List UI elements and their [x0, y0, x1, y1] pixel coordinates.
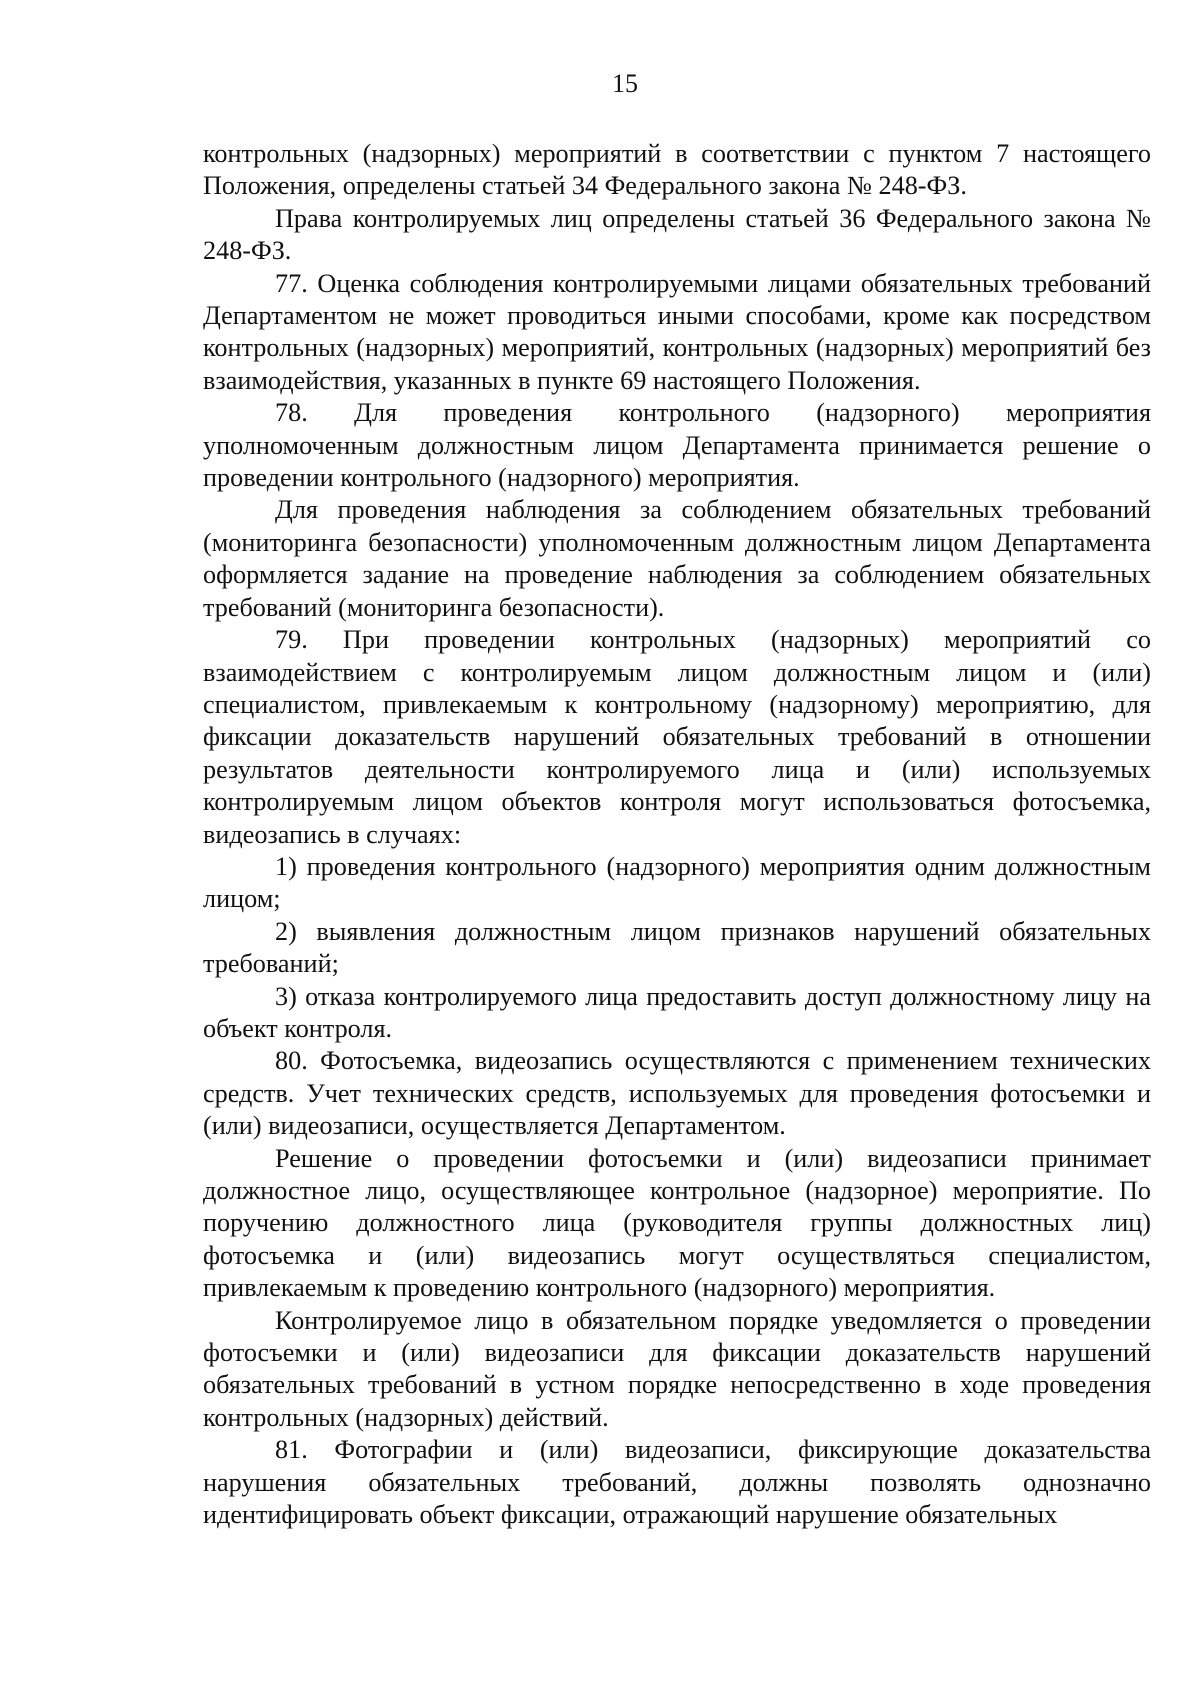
paragraph-80: 80. Фотосъемка, видеозапись осуществляются с применением технических средств. Учет технических средств, используемых для проведения фотосъемки и (или) видеозаписи, осуществляется Департаментом. — [203, 1046, 1151, 1141]
document-body — [203, 138, 1151, 1531]
page-number: 15 — [612, 69, 638, 98]
paragraph-79: 79. При проведении контрольных (надзорных) мероприятий со взаимодействием с контролируемым лицом должностным лицом и (или) специалистом, привлекаемым к контрольному (надзорному) мероприятию, для фиксации доказательств нарушений обязательных требований в отношении результатов деятельности контролируемого лица и (или) используемых контролируемым лицом объектов контроля могут использоваться фотосъемка, видеозапись в случаях: — [203, 625, 1151, 849]
list-item-1: 1) проведения контрольного (надзорного) мероприятия одним должностным лицом; — [203, 851, 1151, 914]
paragraph-continuation: контрольных (надзорных) мероприятий в соответствии с пунктом 7 настоящего Положения, определены статьей 34 Федерального закона № 248-ФЗ. — [203, 139, 1151, 201]
paragraph-decision: Решение о проведении фотосъемки и (или) видеозаписи принимает должностное лицо, осуществляющее контрольное (надзорное) мероприятие. По поручению должностного лица (руководителя группы должностных лиц) фотосъемка и (или) видеозапись могут осуществляться специалистом, привлекаемым к проведению контрольного (надзорного) мероприятия. — [203, 1143, 1151, 1303]
paragraph-78: 78. Для проведения контрольного (надзорного) мероприятия уполномоченным должностным лицом Департамента принимается решение о проведении контрольного (надзорного) мероприятия. — [203, 398, 1151, 493]
list-item-2: 2) выявления должностным лицом признаков нарушений обязательных требований; — [203, 916, 1151, 979]
paragraph-notification: Контролируемое лицо в обязательном порядке уведомляется о проведении фотосъемки и (или) видеозаписи для фиксации доказательств нарушений обязательных требований в устном порядке непосредственно в ходе проведения контрольных (надзорных) действий. — [203, 1305, 1151, 1432]
paragraph-monitoring: Для проведения наблюдения за соблюдением обязательных требований (мониторинга безопасности) уполномоченным должностным лицом Департамента оформляется задание на проведение наблюдения за соблюдением обязательных требований (мониторинга безопасности). — [203, 495, 1151, 622]
paragraph-rights: Права контролируемых лиц определены статьей 36 Федерального закона № 248-ФЗ. — [203, 203, 1151, 266]
list-item-3: 3) отказа контролируемого лица предоставить доступ должностному лицу на объект контроля. — [203, 981, 1151, 1043]
paragraph-81: 81. Фотографии и (или) видеозаписи, фиксирующие доказательства нарушения обязательных требований, должны позволять однозначно идентифицировать объект фиксации, отражающий нарушение обязательных — [203, 1435, 1151, 1530]
paragraph-77: 77. Оценка соблюдения контролируемыми лицами обязательных требований Департаментом не может проводиться иными способами, кроме как посредством контрольных (надзорных) мероприятий, контрольных (надзорных) мероприятий без взаимодействия, указанных в пункте 69 настоящего Положения. — [203, 268, 1151, 395]
